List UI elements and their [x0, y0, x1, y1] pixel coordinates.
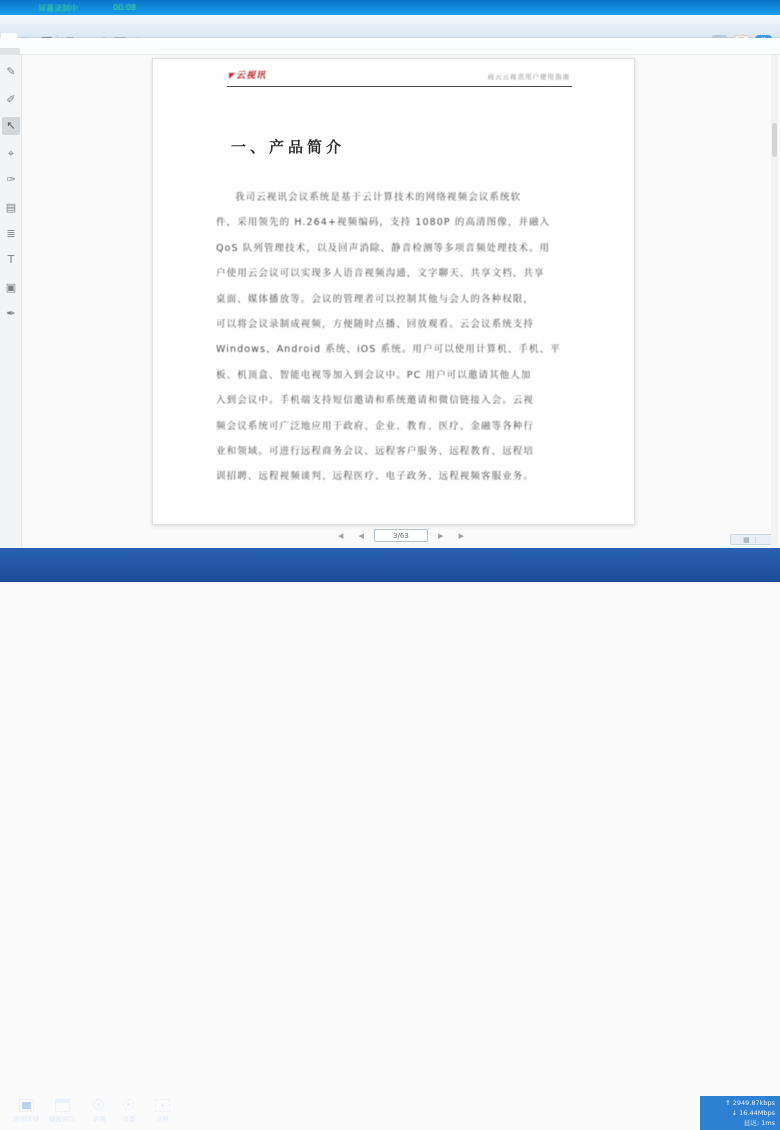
brand-logo [229, 68, 266, 81]
text-tool-icon[interactable]: T [7, 253, 15, 266]
pen-tool-icon[interactable]: ✎ [6, 65, 16, 78]
body-line: 板、机顶盒、智能电视等加入到会议中。PC 用户可以邀请其他人加 [216, 369, 532, 381]
body-line: 业和领域。可进行远程商务会议、远程客户服务、远程教育、远程培 [216, 446, 535, 458]
annotation-tool-sidebar [0, 55, 22, 555]
pdf-page [152, 58, 635, 525]
select-tool-icon[interactable]: ↖ [2, 117, 20, 135]
zoom-widget[interactable]: ▦ ⋮ [730, 534, 772, 545]
record-circle-icon [92, 1099, 107, 1112]
window-title-bar [0, 0, 780, 15]
page-header-rule [227, 86, 572, 87]
tab-bar [0, 38, 780, 55]
capture-window-button[interactable]: 捕捉窗口 [40, 1099, 84, 1123]
body-line: 户使用云会议可以实现多人语音视频沟通，文字聊天、共享文档、共享 [216, 268, 545, 280]
upload-speed: ↑ 2949.87kbps [725, 1099, 775, 1107]
body-line: 频会议系统可广泛地应用于政府、企业、教育、医疗、金融等各种行 [216, 420, 535, 432]
section-heading: 一、产品简介 [231, 138, 346, 156]
body-line: 我司云视讯会议系统是基于云计算技术的网络视频会议系统软 [235, 192, 522, 203]
document-viewer [22, 55, 780, 548]
recorder-bottom-bar [0, 548, 780, 1127]
record-button[interactable]: 录制 [77, 1099, 121, 1123]
body-line: 入到会议中。手机端支持短信邀请和系统邀请和微信链接入会。云视 [216, 395, 535, 407]
pencil-tool-icon[interactable]: ✐ [6, 93, 16, 106]
page-header-title: 商云云视讯用户使用指南 [487, 73, 570, 81]
main-toolbar [0, 15, 780, 38]
recording-status-label: 屏幕录制中 [38, 4, 78, 13]
body-line: 桌面、媒体播放等。会议的管理者可以控制其他与会人的各种权限， [216, 293, 535, 305]
last-page-button[interactable]: ▶ [458, 531, 464, 540]
network-stats-panel [700, 1096, 780, 1130]
window-capture-icon [55, 1099, 70, 1112]
highlight-tool-icon[interactable]: ✑ [6, 173, 16, 186]
body-line: QoS 队列管理技术，以及回声消除、静音检测等多项音频处理技术。用 [216, 242, 551, 254]
brand-logo-mark: ◤ [229, 71, 237, 80]
body-line: 训招聘、远程视频谈判、远程医疗、电子政务、远程视频客服业务。 [216, 471, 535, 483]
note-tool-icon[interactable]: ▤ [5, 201, 17, 214]
prev-page-button[interactable]: ◀ [358, 531, 364, 540]
vertical-scrollbar[interactable] [771, 55, 778, 548]
settings-circle-icon [122, 1099, 137, 1112]
body-line: 件，采用领先的 H.264+视频编码，支持 1080P 的高清图像，并融入 [216, 217, 551, 229]
scrollbar-thumb[interactable] [772, 123, 777, 157]
page-navigation [22, 525, 780, 545]
list-tool-icon[interactable]: ≣ [6, 227, 16, 240]
download-speed: ↓ 16.44Mbps [731, 1109, 775, 1117]
recorder-settings-button[interactable]: 设置 [107, 1099, 151, 1123]
document-body [216, 185, 578, 490]
fullscreen-button[interactable]: 全屏 [140, 1099, 184, 1123]
rectangle-region-icon [19, 1099, 34, 1112]
image-tool-icon[interactable]: ▣ [5, 281, 17, 294]
sign-tool-icon[interactable]: ✒ [6, 307, 16, 320]
latency: 延迟: 1ms [743, 1119, 775, 1127]
brand-logo-text: 云视讯 [236, 71, 267, 81]
target-tool-icon[interactable]: ⌖ [7, 147, 15, 160]
page-number-input[interactable]: 3/63 [374, 529, 428, 542]
recording-timer: 00:08 [113, 3, 137, 12]
fullscreen-corners-icon [155, 1099, 170, 1112]
capture-region-button[interactable]: 矩形区域 [4, 1099, 48, 1123]
body-line: 可以将会议录制成视频，方便随时点播、回放观看。云会议系统支持 [216, 319, 535, 331]
body-line: Windows、Android 系统、iOS 系统。用户可以使用计算机、手机、平 [216, 344, 561, 356]
first-page-button[interactable]: ◀ [338, 531, 344, 540]
next-page-button[interactable]: ▶ [438, 531, 444, 540]
